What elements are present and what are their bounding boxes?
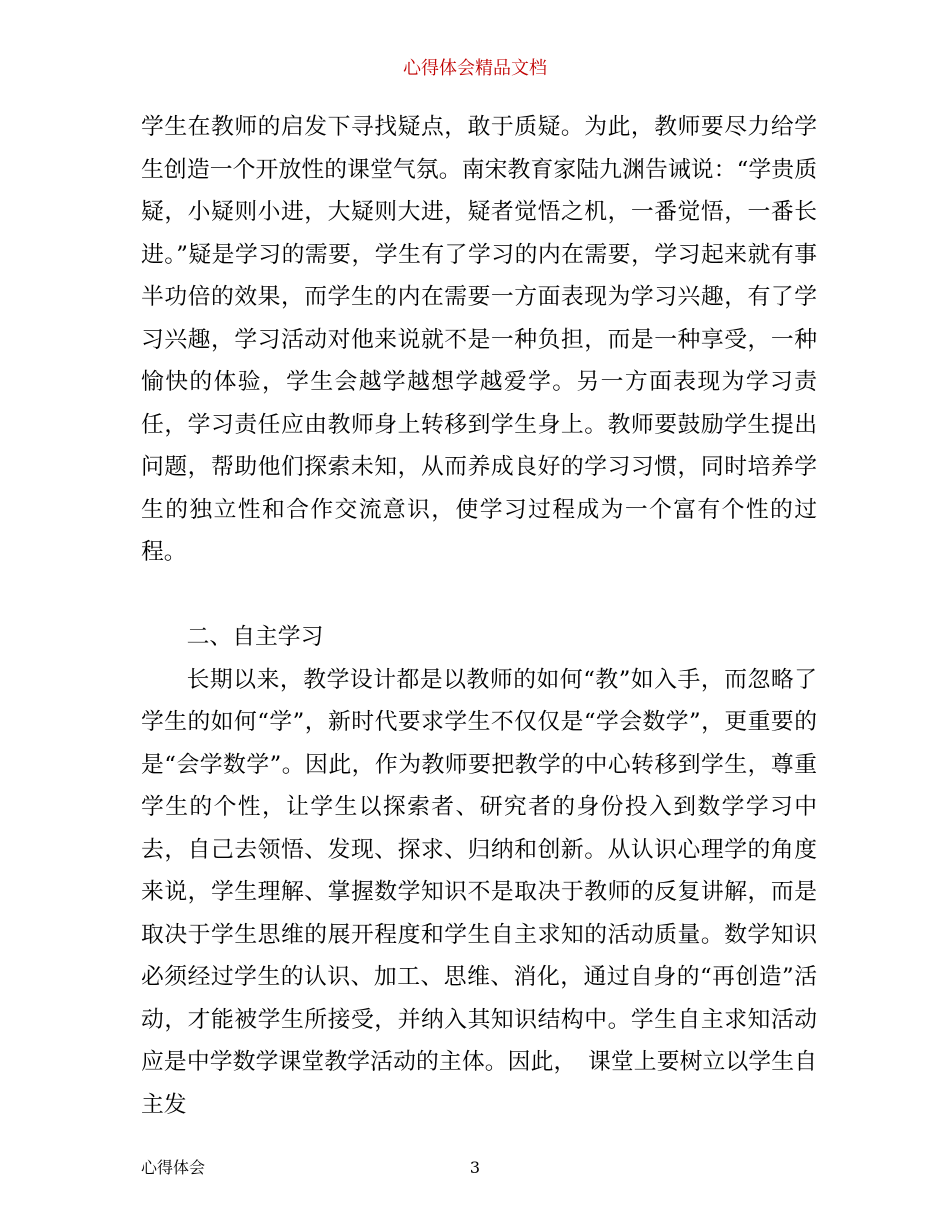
- paragraph-2: 长期以来，教学设计都是以教师的如何“教”如入手，而忽略了学生的如何“学”，新时代要求学生不仅仅是“学会数学”，更重要的是“会学数学”。因此，作为教师要把教学的中心转移到学生，尊重学生的个性，让学生以探索者、研究者的身份投入到数学学习中去，自己去领悟、发现、探求、归纳和创新。从认识心理学的角度来说，学生理解、掌握数学知识不是取决于教师的反复讲解，而是取决于学生思维的展开程度和学生自主求知的活动质量。数学知识必须经过学生的认识、加工、思维、消化，通过自身的“再创造”活动，才能被学生所接受，并纳入其知识结构中。学生自主求知活动应是中学数学课堂教学活动的主体。因此， 课堂上要树立以学生自主发: [141, 666, 817, 1118]
- content-block-1: [141, 106, 817, 574]
- content-block-2: [141, 616, 817, 1126]
- section-heading: 二、自主学习: [186, 624, 324, 650]
- header-title: 心得体会精品文档: [403, 58, 547, 79]
- footer-label: 心得体会: [141, 1158, 206, 1177]
- paragraph-1: 学生在教师的启发下寻找疑点，敢于质疑。为此，教师要尽力给学生创造一个开放性的课堂气氛。南宋教育家陆九渊告诫说：“学贵质疑，小疑则小进，大疑则大进，疑者觉悟之机，一番觉悟，一番长进。”疑是学习的需要，学生有了学习的内在需要，学习起来就有事半功倍的效果，而学生的内在需要一方面表现为学习兴趣，有了学习兴趣，学习活动对他来说就不是一种负担，而是一种享受，一种愉快的体验，学生会越学越想学越爱学。另一方面表现为学习责任，学习责任应由教师身上转移到学生身上。教师要鼓励学生提出问题，帮助他们探索未知，从而养成良好的学习习惯，同时培养学生的独立性和合作交流意识，使学习过程成为一个富有个性的过程。: [141, 114, 817, 565]
- footer-page-number: 3: [469, 1158, 481, 1177]
